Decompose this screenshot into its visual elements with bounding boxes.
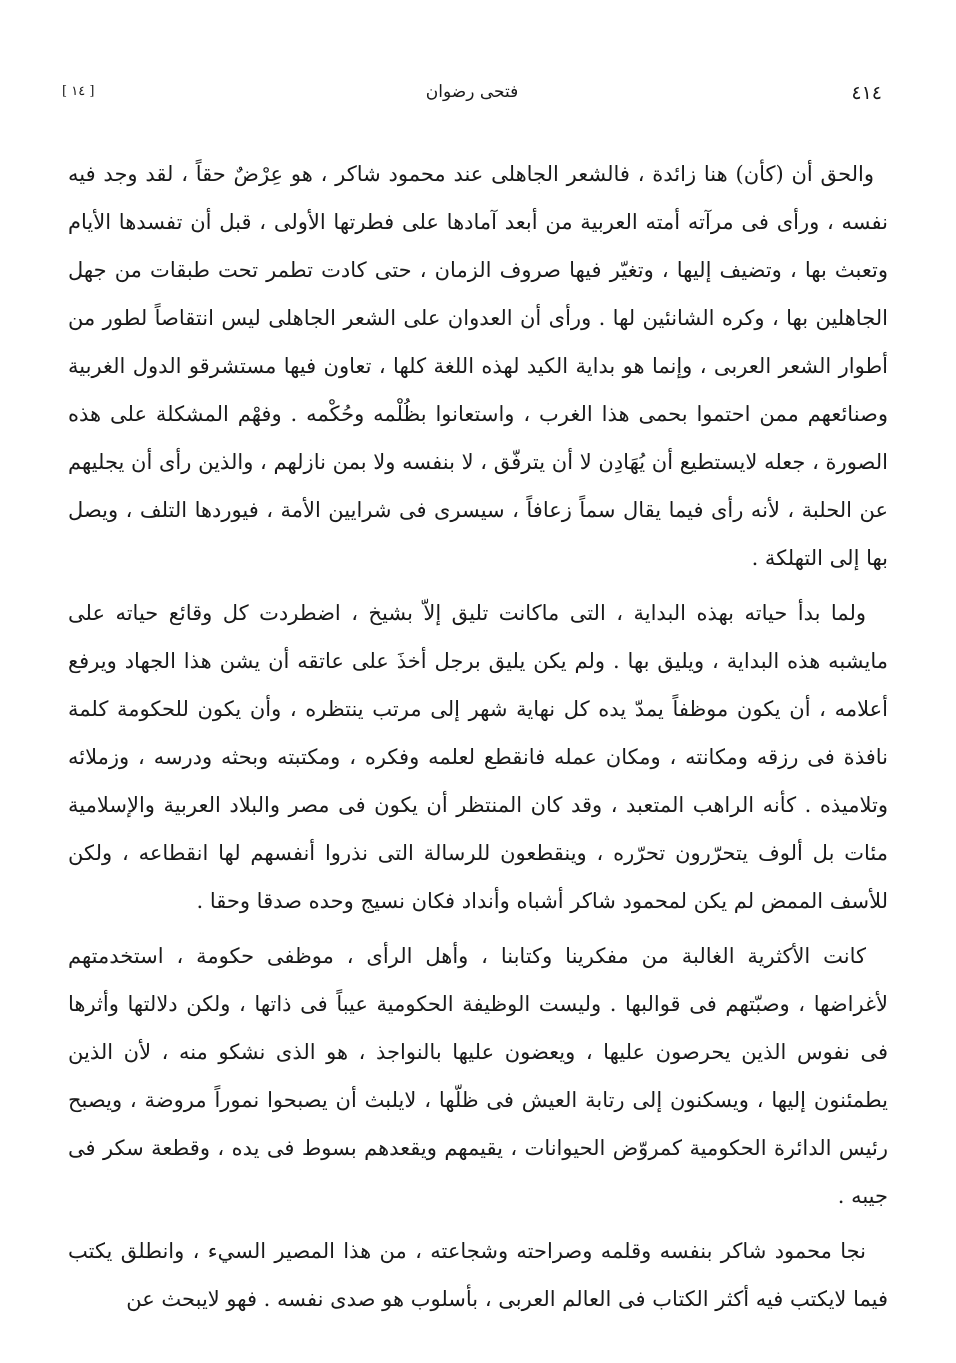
volume-marker: [ ١٤ ] xyxy=(62,84,95,99)
body-text xyxy=(68,150,888,1330)
paragraph: والحق أن (كأن) هنا زائدة ، فالشعر الجاهلى عند محمود شاكر ، هو عِرْضٌ حقاً ، لقد وجد فيه نفسه ، ورأى فى مرآته أمته العربية من أبعد آمادها على فطرتها الأولى ، قبل أن تفسدها الأيام وتعبث بها ، وتضيف إليها ، وتغيّر فيها صروف الزمان ، حتى كادت تطمر تحت طبقات من جهل الجاهلين بها ، وكره الشانئين لها . ورأى أن العدوان على الشعر الجاهلى ليس انتقاصاً لطور من أطوار الشعر العربى ، وإنما هو بداية الكيد لهذه اللغة كلها ، تعاون فيها مستشرقو الدول الغربية وصنائعهم ممن احتموا بحمى هذا الغرب ، واستعانوا بظُلْمه وحُكْمه . وفهْم المشكلة على هذه الصورة ، جعله لايستطيع أن يُهَادِن لا أن يترفّق ، لا بنفسه ولا بمن نازلهم ، والذين رأى أن يجليهم عن الحلبة ، لأنه رأى فيما يقال سماً زعافاً ، سيسرى فى شرايين الأمة ، فيوردها التلف ، ويصل بها إلى التهلكة . xyxy=(68,162,888,570)
paragraph: ولما بدأ حياته بهذه البداية ، التى ماكانت تليق إلاّ بشيخ ، اضطردت كل وقائع حياته على مايشبه هذه البداية ، ويليق بها . ولم يكن يليق برجل أخذَ على عاتقه أن يشن هذا الجهاد ويرفع أعلامه ، أن يكون موظفاً يمدّ يده كل نهاية شهر إلى مرتب ينتظره ، وأن يكون للحكومة كلمة نافذة فى رزقه ومكانته ، ومكان عمله فانقطع لعلمه وفكره ، ومكتبته وبحثه ودرسه ، وزملائه وتلاميذه . كأنه الراهب المتعبد ، وقد كان المنتظر أن يكون فى مصر والبلاد العربية والإسلامية مئات بل ألوف يتحرّرون تحرّره ، وينقطعون للرسالة التى نذروا أنفسهم لها انقطاعه ، ولكن للأسف الممض لم يكن لمحمود شاكر أشباه وأنداد فكان نسيج وحده صدقا وحقا . xyxy=(68,601,888,913)
page-number: ٤١٤ xyxy=(851,82,882,104)
paragraph: كانت الأكثرية الغالبة من مفكرينا وكتابنا ، وأهل الرأى ، موظفى حكومة ، استخدمتهم لأغراضها ، وصبّتهم فى قوالبها . وليست الوظيفة الحكومية عيباً فى ذاتها ، ولكن دلالتها وأثرها فى نفوس الذين يحرصون عليها ، ويعضون عليها بالنواجذ ، هو الذى نشكو منه ، لأن الذين يطمئنون إليها ، ويسكنون إلى رتابة العيش فى ظلّها ، لايلبث أن يصبحوا نموراً مروضة ، ويصبح رئيس الدائرة الحكومية كمروّض الحيوانات ، يقيمهم ويقعدهم بسوط فى يده ، وقطعة سكر فى جيبه . xyxy=(68,944,888,1208)
running-head-author: فتحى رضوان xyxy=(425,82,519,102)
paragraph: نجا محمود شاكر بنفسه وقلمه وصراحته وشجاعته ، من هذا المصير السيء ، وانطلق يكتب فيما لايكتب فيه أكثر الكتاب فى العالم العربى ، بأسلوب هو صدى نفسه . فهو لايبحث عن xyxy=(68,1239,888,1311)
page-header xyxy=(62,82,882,112)
